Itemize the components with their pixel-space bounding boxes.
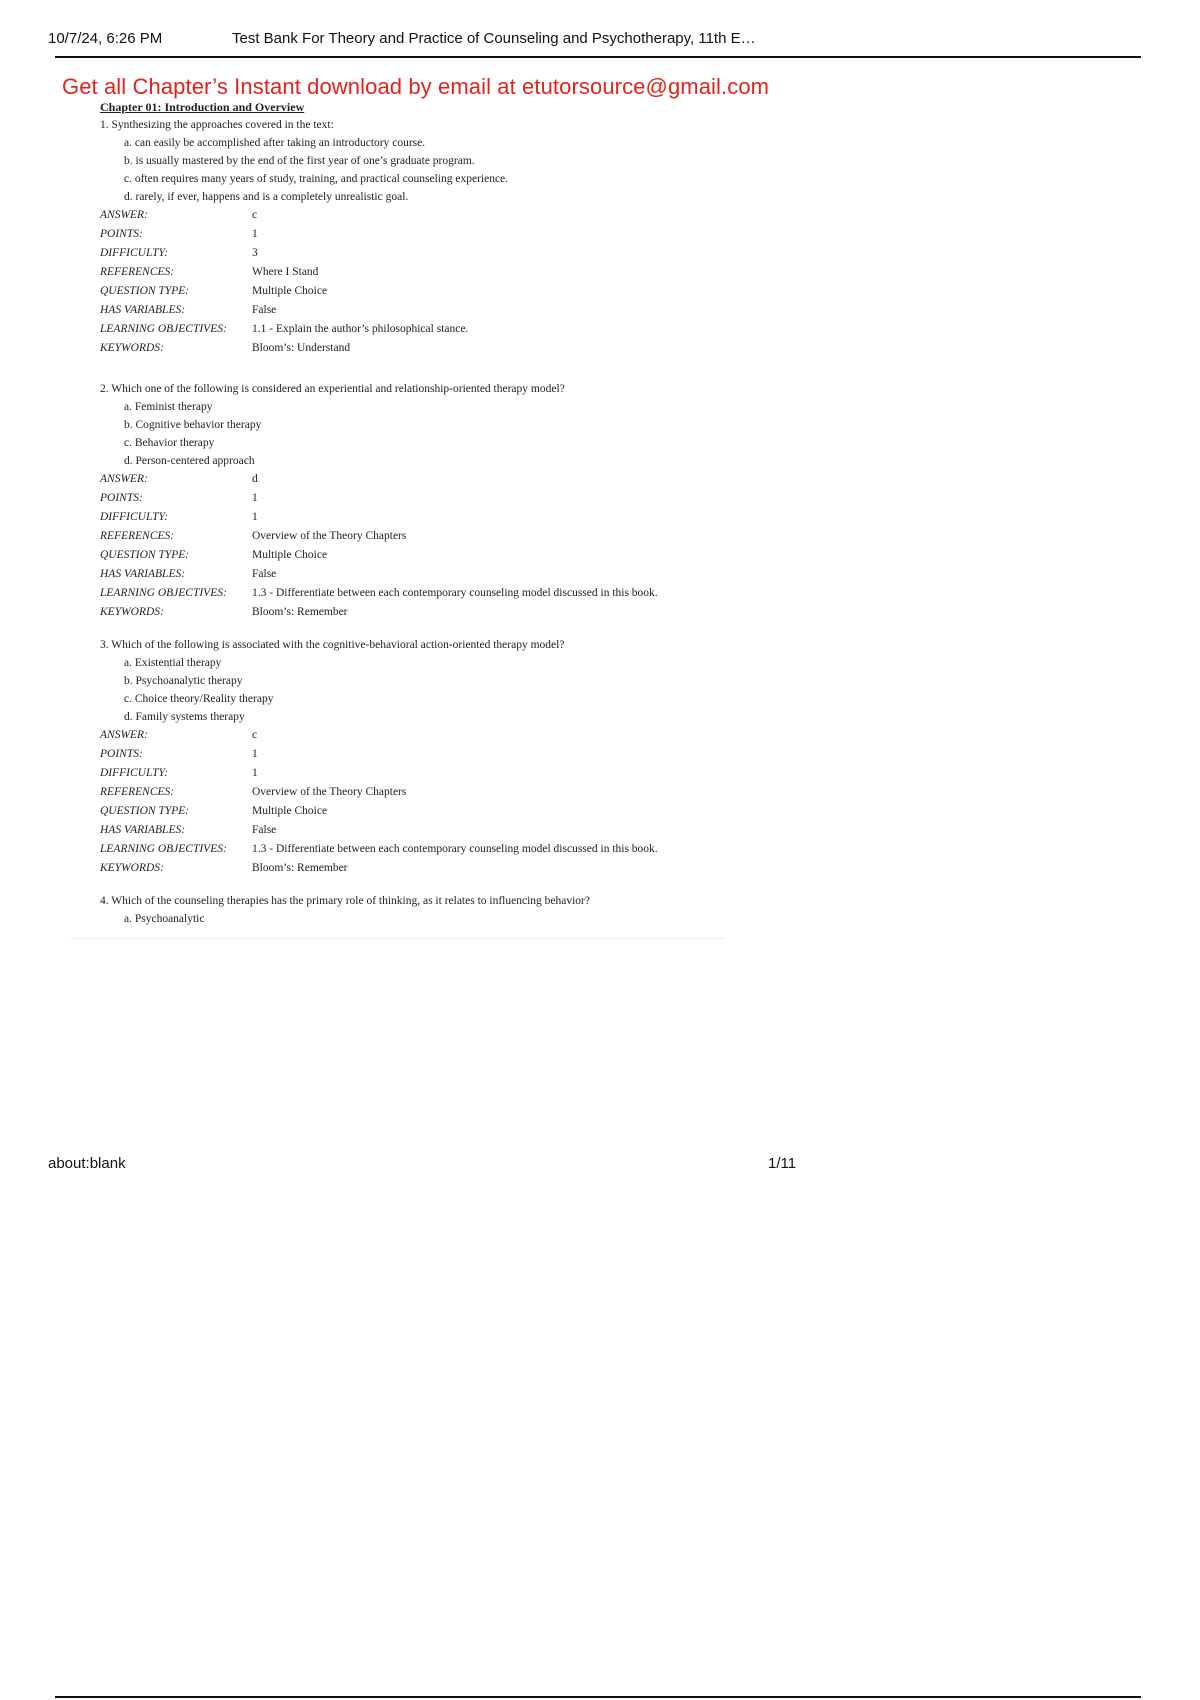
difficulty-value: 3 [252,247,258,259]
question-stem: 3. Which of the following is associated with the cognitive-behavioral action-oriented therapy model? [100,639,565,651]
learning-objectives-value: 1.3 - Differentiate between each contemporary counseling model discussed in this book. [252,587,658,599]
option-a: a. Feminist therapy [124,401,213,413]
references-row [100,783,740,802]
option-c: c. Behavior therapy [124,437,215,449]
references-value: Overview of the Theory Chapters [252,530,407,542]
learning-objectives-value: 1.1 - Explain the author’s philosophical stance. [252,323,469,335]
keywords-label: KEYWORDS: [100,342,164,354]
keywords-row [100,859,740,878]
option-d: d. Family systems therapy [124,711,245,723]
keywords-label: KEYWORDS: [100,862,164,874]
points-label: POINTS: [100,748,143,760]
print-header [48,28,1140,52]
difficulty-value: 1 [252,511,258,523]
question-type-label: QUESTION TYPE: [100,805,190,817]
references-value: Overview of the Theory Chapters [252,786,407,798]
promo-banner: Get all Chapter’s Instant download by email at etutorsource@gmail.com [62,74,770,99]
document-title: Test Bank For Theory and Practice of Counseling and Psychotherapy, 11th E… [232,30,756,47]
question-type-label: QUESTION TYPE: [100,549,190,561]
question-4 [100,892,740,928]
has-variables-value: False [252,304,277,316]
learning-objectives-label: LEARNING OBJECTIVES: [100,323,227,335]
answer-value: c [252,729,258,741]
has-variables-row [100,565,740,584]
answer-label: ANSWER: [100,473,148,485]
question-type-row [100,802,740,821]
keywords-value: Bloom’s: Remember [252,606,348,618]
learning-objectives-label: LEARNING OBJECTIVES: [100,843,227,855]
answer-value: c [252,209,258,221]
option-c: c. often requires many years of study, training, and practical counseling experience. [124,173,509,185]
question-stem: 4. Which of the counseling therapies has the primary role of thinking, as it relates to influencing behavior? [100,895,590,907]
difficulty-label: DIFFICULTY: [100,511,169,523]
question-stem: 2. Which one of the following is considered an experiential and relationship-oriented therapy model? [100,383,565,395]
answer-value: d [252,473,258,485]
question-type-value: Multiple Choice [252,805,328,817]
bottom-divider [55,1696,1141,1698]
difficulty-label: DIFFICULTY: [100,767,169,779]
points-value: 1 [252,748,258,760]
keywords-value: Bloom’s: Understand [252,342,351,354]
answer-label: ANSWER: [100,729,148,741]
has-variables-value: False [252,568,277,580]
learning-objectives-row [100,840,740,859]
keywords-row [100,339,740,358]
option-a: a. Existential therapy [124,657,222,669]
page-edge [70,938,725,939]
points-label: POINTS: [100,228,143,240]
option-b: b. Cognitive behavior therapy [124,419,262,431]
references-row [100,263,740,282]
question-type-row [100,546,740,565]
points-value: 1 [252,492,258,504]
page-number: 1/11 [768,1155,797,1172]
points-value: 1 [252,228,258,240]
has-variables-row [100,821,740,840]
difficulty-row [100,764,740,783]
points-row [100,225,740,244]
references-row [100,527,740,546]
test-bank-page [70,100,725,940]
page-url: about:blank [48,1155,126,1172]
question-3 [100,636,740,878]
keywords-row [100,603,740,622]
has-variables-label: HAS VARIABLES: [100,568,186,580]
difficulty-row [100,508,740,527]
references-value: Where I Stand [252,266,319,278]
option-b: b. is usually mastered by the end of the first year of one’s graduate program. [124,155,475,167]
header-divider [55,56,1141,58]
references-label: REFERENCES: [100,786,175,798]
option-a: a. Psychoanalytic [124,913,205,925]
question-type-value: Multiple Choice [252,549,328,561]
has-variables-label: HAS VARIABLES: [100,304,186,316]
option-c: c. Choice theory/Reality therapy [124,693,274,705]
points-row [100,489,740,508]
option-d: d. Person-centered approach [124,455,255,467]
difficulty-row [100,244,740,263]
chapter-heading: Chapter 01: Introduction and Overview [100,100,305,114]
option-a: a. can easily be accomplished after taking an introductory course. [124,137,426,149]
difficulty-value: 1 [252,767,258,779]
question-1 [100,116,740,358]
references-label: REFERENCES: [100,530,175,542]
learning-objectives-row [100,584,740,603]
points-label: POINTS: [100,492,143,504]
answer-label: ANSWER: [100,209,148,221]
keywords-label: KEYWORDS: [100,606,164,618]
points-row [100,745,740,764]
learning-objectives-row [100,320,740,339]
references-label: REFERENCES: [100,266,175,278]
question-2 [100,380,740,622]
option-d: d. rarely, if ever, happens and is a completely unrealistic goal. [124,191,409,203]
learning-objectives-label: LEARNING OBJECTIVES: [100,587,227,599]
keywords-value: Bloom’s: Remember [252,862,348,874]
answer-row [100,726,740,745]
has-variables-value: False [252,824,277,836]
has-variables-row [100,301,740,320]
question-type-value: Multiple Choice [252,285,328,297]
difficulty-label: DIFFICULTY: [100,247,169,259]
question-type-label: QUESTION TYPE: [100,285,190,297]
question-type-row [100,282,740,301]
option-b: b. Psychoanalytic therapy [124,675,243,687]
has-variables-label: HAS VARIABLES: [100,824,186,836]
question-stem: 1. Synthesizing the approaches covered in the text: [100,119,334,131]
learning-objectives-value: 1.3 - Differentiate between each contemporary counseling model discussed in this book. [252,843,658,855]
answer-row [100,470,740,489]
print-date: 10/7/24, 6:26 PM [48,30,163,47]
answer-row [100,206,740,225]
